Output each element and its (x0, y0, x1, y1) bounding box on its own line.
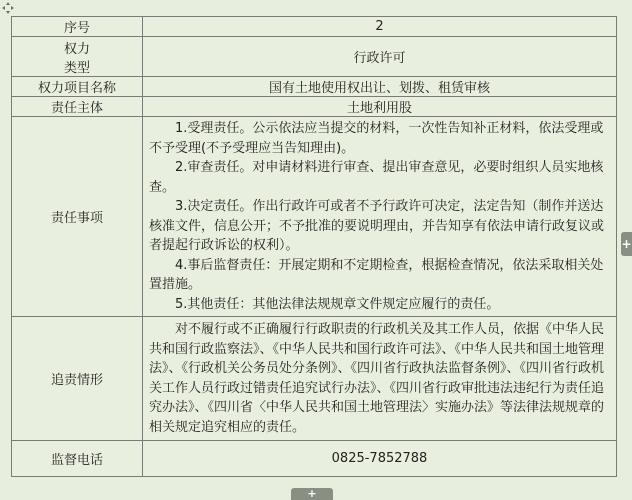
accountability-label: 追责情形 (12, 317, 143, 441)
accountability-content (143, 317, 617, 441)
row-phone (12, 441, 617, 477)
expand-bottom-panel-button[interactable]: + (291, 488, 333, 500)
row-subject (12, 97, 617, 117)
subject-label: 责任主体 (12, 97, 143, 117)
responsibility-table (11, 16, 617, 477)
item-name-label: 权力项目名称 (12, 77, 143, 97)
row-seq (12, 17, 617, 37)
duty-item: 5.其他责任：其他法律法规规章文件规定应履行的责任。 (175, 296, 500, 312)
duty-item: 4.事后监督责任：开展定期和不定期检查，根据检查情况，依法采取相关处置措施。 (149, 257, 604, 292)
accountability-text: 对不履行或不正确履行行政职责的行政机关及其工作人员，依据《中华人民共和国行政监察法》、《中华人民共和国行政许可法》、《中华人民共和国土地管理法》、《行政机关公务员处分条例》、《四川省行政执法监督条例》、《四川省行政机关工作人员行政过错责任追究试行办法》、《四川省行政审批违法违纪行为责任追究办法》、《四川省〈中华人民共和国土地管理法〉实施办法》等法律法规规章的相关规定追究相应的责任。 (149, 322, 605, 435)
power-type-label-line2: 类型 (63, 60, 90, 76)
power-type-label (12, 37, 143, 77)
duty-item: 2.审查责任。对申请材料进行审查、提出审查意见，必要时组织人员实地核查。 (149, 160, 604, 195)
expand-side-panel-button[interactable]: + (621, 232, 632, 256)
phone-value: 0825-7852788 (143, 441, 617, 477)
duties-label: 责任事项 (12, 117, 143, 317)
seq-label: 序号 (12, 17, 143, 37)
duty-item: 3.决定责任。作出行政许可或者不予行政许可决定，法定告知（制作并送达核准文件，信息公开；不予批准的要说明理由，并告知享有依法申请行政复议或者提起行政诉讼的权利）。 (149, 199, 605, 253)
item-name-value: 国有土地使用权出让、划拨、租赁审核 (143, 77, 617, 97)
duties-content (143, 117, 617, 317)
row-power-type (12, 37, 617, 77)
subject-value: 土地利用股 (143, 97, 617, 117)
duty-item: 1.受理责任。公示依法应当提交的材料，一次性告知补正材料，依法受理或不予受理(不予受理应当告知理由)。 (149, 121, 604, 156)
power-type-value: 行政许可 (143, 37, 617, 77)
phone-label: 监督电话 (12, 441, 143, 477)
move-arrows-icon[interactable] (0, 0, 16, 16)
row-item-name (12, 77, 617, 97)
row-accountability (12, 317, 617, 441)
seq-value: 2 (143, 17, 617, 37)
row-duties (12, 117, 617, 317)
power-type-label-line1: 权力 (63, 41, 90, 57)
